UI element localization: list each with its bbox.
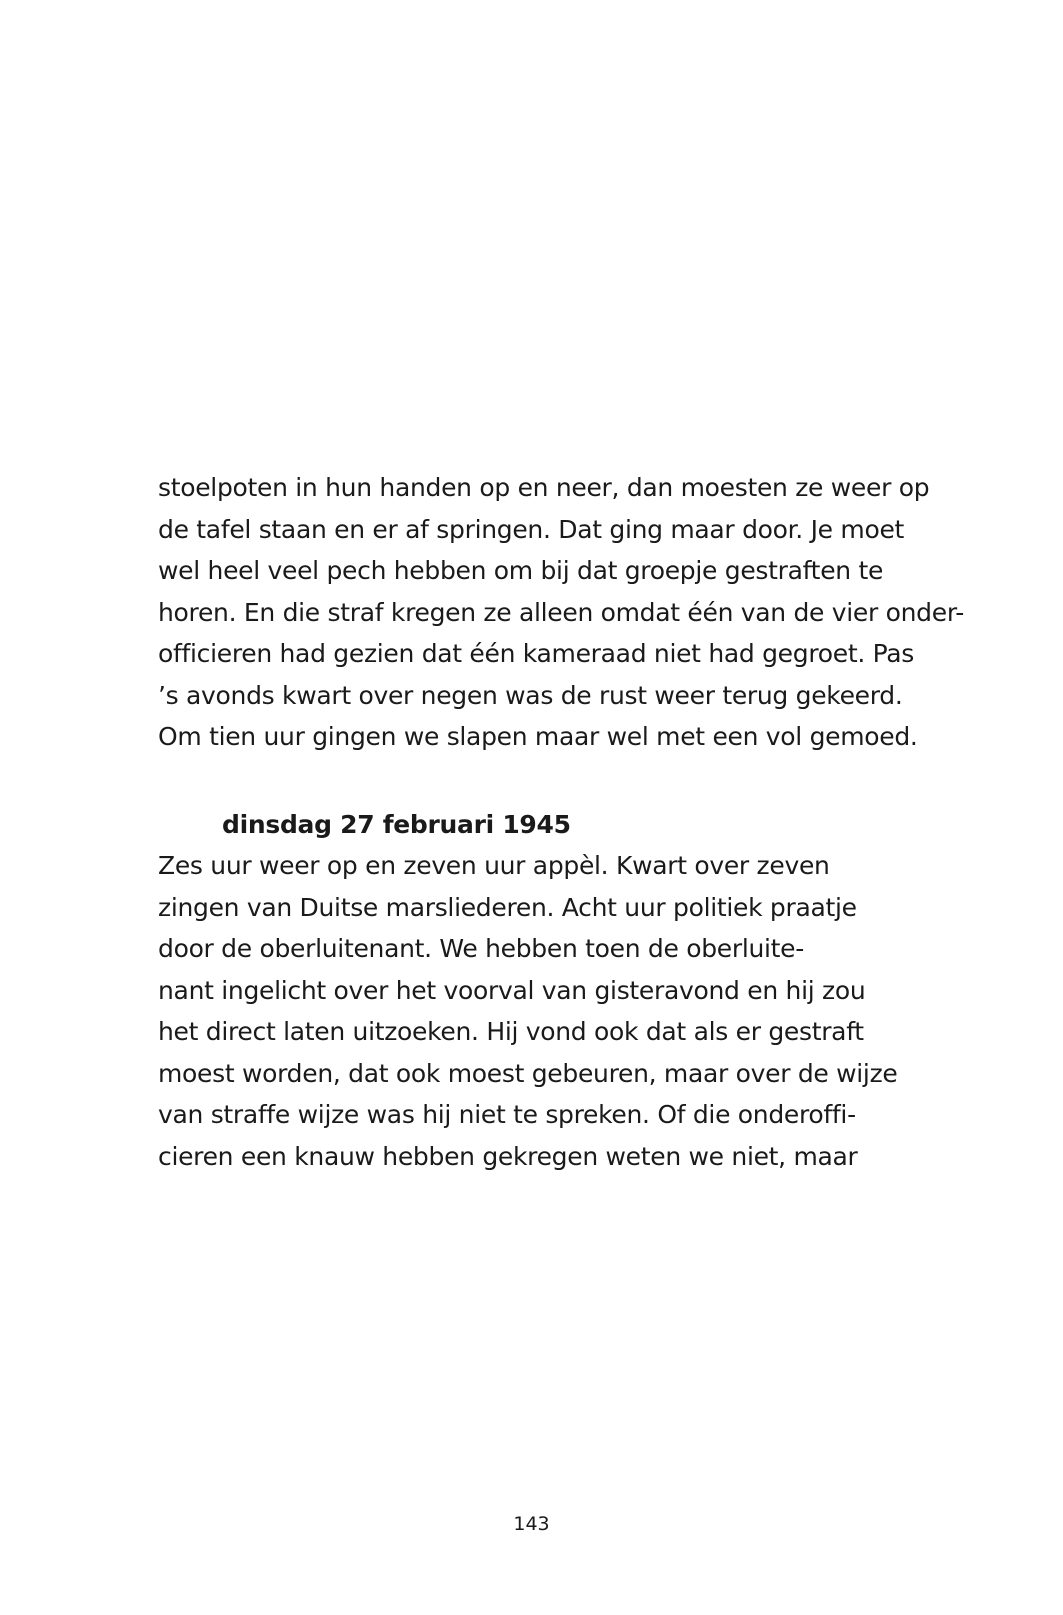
- text-line: Om tien uur gingen we slapen maar wel met een vol gemoed.: [158, 722, 918, 751]
- date-heading: [222, 804, 1042, 846]
- text-line: moest worden, dat ook moest gebeuren, maar over de wijze: [158, 1058, 898, 1088]
- paragraph-2: [158, 845, 978, 1177]
- text-line: zingen van Duitse marsliederen. Acht uur politiek praatje: [158, 892, 857, 922]
- text-line: van straffe wijze was hij niet te spreken. Of die onderoffi-: [158, 1100, 856, 1129]
- text-line: horen. En die straf kregen ze alleen omdat één van de vier onder-: [158, 597, 964, 627]
- text-line: ’s avonds kwart over negen was de rust weer terug gekeerd.: [158, 680, 903, 710]
- text-line: wel heel veel pech hebben om bij dat groepje gestraften te: [158, 556, 884, 585]
- text-line: door de oberluitenant. We hebben toen de oberluite-: [158, 934, 804, 963]
- text-line: officieren had gezien dat één kameraad niet had gegroet. Pas: [158, 639, 915, 668]
- text-line: stoelpoten in hun handen op en neer, dan moesten ze weer op: [158, 473, 930, 502]
- text-line: Zes uur weer op en zeven uur appèl. Kwart over zeven: [158, 851, 830, 880]
- page-number: 143: [513, 1513, 550, 1535]
- text-line: nant ingelicht over het voorval van gisteravond en hij zou: [158, 975, 866, 1005]
- paragraph-1: [158, 467, 978, 758]
- text-line: de tafel staan en er af springen. Dat ging maar door. Je moet: [158, 514, 905, 544]
- text-line: cieren een knauw hebben gekregen weten we niet, maar: [158, 1141, 858, 1171]
- text-line: het direct laten uitzoeken. Hij vond ook dat als er gestraft: [158, 1017, 864, 1046]
- date-heading-text: dinsdag 27 februari 1945: [222, 810, 571, 839]
